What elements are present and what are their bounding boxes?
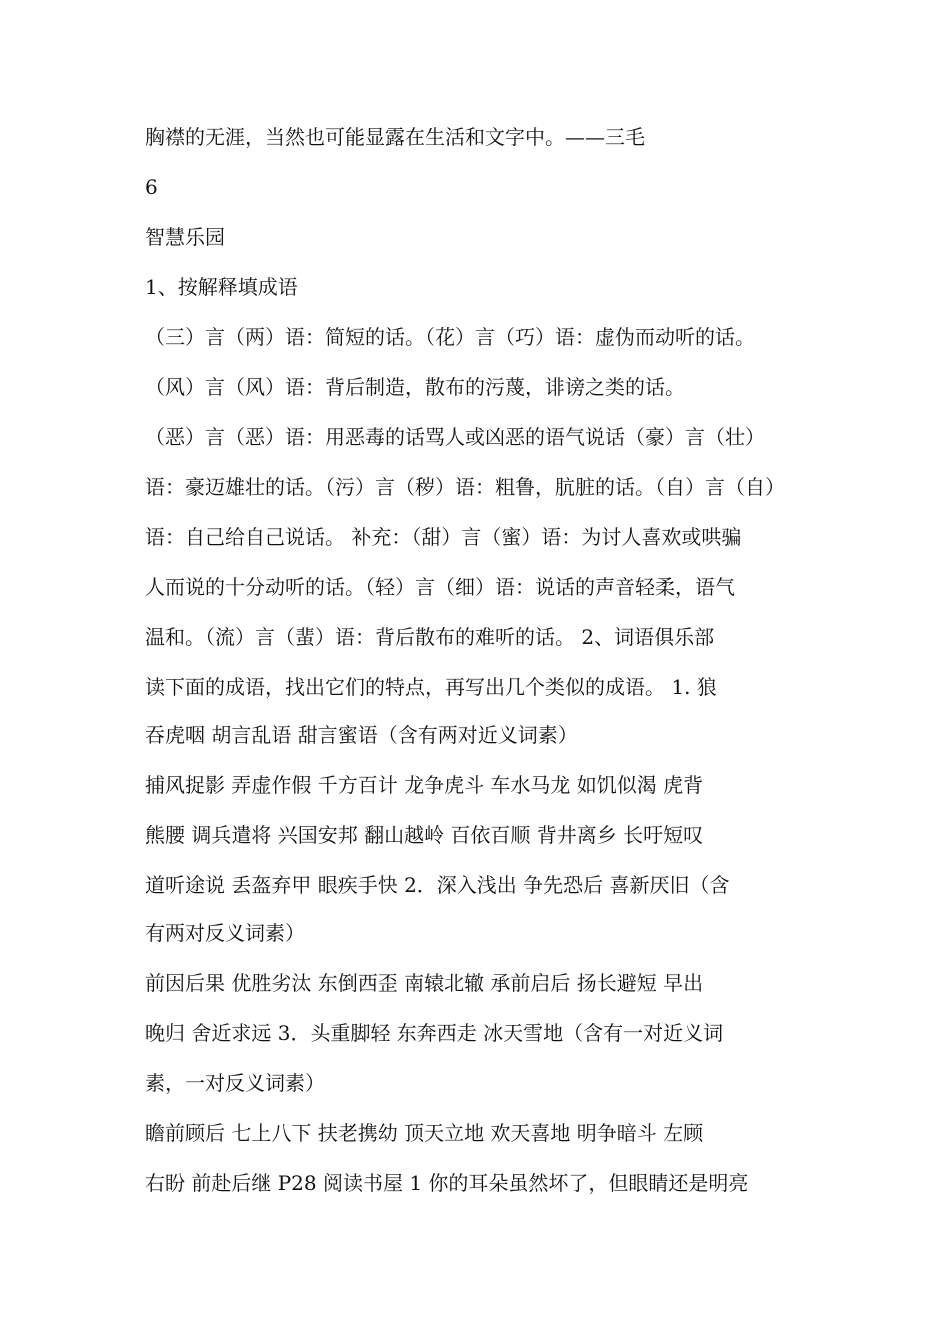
text-line-12: 读下面的成语，找出它们的特点，再写出几个类似的成语。 1. 狼: [145, 675, 717, 699]
text-line-21: 瞻前顾后 七上八下 扶老携幼 顶天立地 欢天喜地 明争暗斗 左顾: [145, 1121, 704, 1145]
text-line-15: 熊腰 调兵遣将 兴国安邦 翻山越岭 百依百顺 背井离乡 长吁短叹: [145, 823, 704, 847]
text-line-7: （恶）言（恶）语：用恶毒的话骂人或凶恶的语气说话（豪）言（壮）: [145, 425, 765, 449]
text-line-1: 胸襟的无涯，当然也可能显露在生活和文字中。——三毛: [145, 125, 645, 149]
page-number: 6: [145, 175, 158, 199]
text-line-13: 吞虎咽 胡言乱语 甜言蜜语（含有两对近义词素）: [145, 723, 578, 747]
text-line-5: （三）言（两）语：简短的话。（花）言（巧）语：虚伪而动听的话。: [145, 325, 755, 349]
text-line-16: 道听途说 丢盔弃甲 眼疾手快 2．深入浅出 争先恐后 喜新厌旧（含: [145, 873, 730, 897]
text-line-20: 素，一对反义词素）: [145, 1071, 325, 1095]
section-heading: 智慧乐园: [145, 225, 225, 249]
text-line-19: 晚归 舍近求远 3．头重脚轻 东奔西走 冰天雪地（含有一对近义词: [145, 1021, 724, 1045]
text-line-14: 捕风捉影 弄虚作假 千方百计 龙争虎斗 车水马龙 如饥似渴 虎背: [145, 773, 704, 797]
text-line-22: 右盼 前赴后继 P28 阅读书屋 1 你的耳朵虽然坏了，但眼睛还是明亮: [145, 1171, 749, 1195]
question-heading: 1、按解释填成语: [145, 275, 298, 299]
text-line-6: （风）言（风）语：背后制造，散布的污蔑，诽谤之类的话。: [145, 375, 685, 399]
text-line-9: 语：自己给自己说话。 补充：（甜）言（蜜）语：为讨人喜欢或哄骗: [145, 525, 742, 549]
text-line-11: 温和。（流）言（蜚）语：背后散布的难听的话。 2、词语俱乐部: [145, 625, 715, 649]
text-line-18: 前因后果 优胜劣汰 东倒西歪 南辕北辙 承前启后 扬长避短 早出: [145, 971, 704, 995]
text-line-17: 有两对反义词素）: [145, 921, 305, 945]
text-line-10: 人而说的十分动听的话。（轻）言（细）语：说话的声音轻柔，语气: [145, 575, 735, 599]
text-line-8: 语：豪迈雄壮的话。（污）言（秽）语：粗鲁，肮脏的话。（自）言（自）: [145, 475, 785, 499]
